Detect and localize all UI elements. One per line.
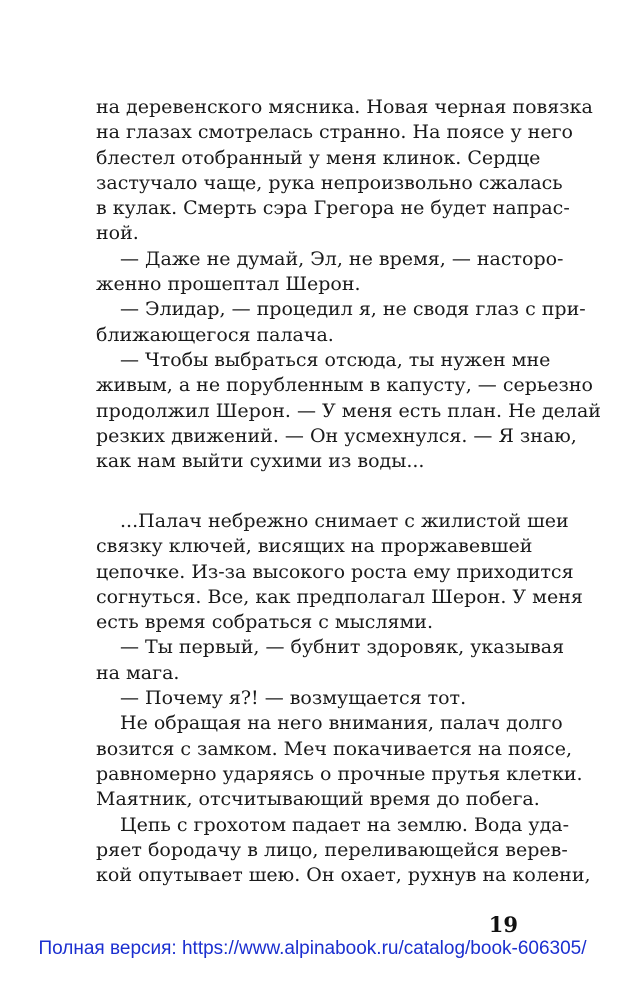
text-line: на деревенского мясника. Новая черная повязка [96, 96, 593, 118]
text-line: Маятник, отсчитывающий время до побега. [96, 788, 540, 811]
text-line: Цепь с грохотом падает на землю. Вода уда- [120, 813, 570, 836]
text-line: на мага. [96, 661, 180, 684]
text-line: ближающегося палача. [96, 323, 334, 346]
text-line: продолжил Шерон. — У меня есть план. Не делай [96, 399, 601, 422]
text-line: согнуться. Все, как предполагал Шерон. У меня [96, 585, 583, 608]
text-line: кой опутывает шею. Он охает, рухнув на колени, [96, 864, 591, 887]
text-line: ряет бородачу в лицо, переливающейся верев- [96, 838, 568, 861]
text-line: — Чтобы выбраться отсюда, ты нужен мне [120, 348, 551, 371]
text-line: есть время собраться с мыслями. [96, 611, 433, 634]
text-line: возится с замком. Меч покачивается на поясе, [96, 737, 572, 760]
page-number: 19 [488, 912, 518, 937]
text-section-1 [96, 95, 601, 474]
text-line: застучало чаще, рука непроизвольно сжалась [96, 171, 563, 194]
text-line: живым, а не порубленным в капусту, — серьезно [96, 374, 593, 397]
text-line: — Почему я?! — возмущается тот. [120, 687, 467, 710]
text-line: ...Палач небрежно снимает с жилистой шеи [120, 510, 569, 532]
full-version-link[interactable]: Полная версия: https://www.alpinabook.ru/catalog/book-606305/ [38, 938, 587, 959]
text-line: равномерно ударяясь о прочные прутья клетки. [96, 762, 583, 785]
text-line: ной. [96, 222, 139, 245]
text-line: как нам выйти сухими из воды... [96, 450, 425, 473]
text-section-2 [96, 509, 591, 888]
text-line: Не обращая на него внимания, палач долго [120, 712, 563, 735]
text-line: — Элидар, — процедил я, не сводя глаз с при- [120, 298, 586, 321]
text-line: на глазах смотрелась странно. На поясе у него [96, 121, 573, 144]
text-line: — Ты первый, — бубнит здоровяк, указывая [120, 636, 565, 659]
text-line: связку ключей, висящих на проржавевшей [96, 535, 533, 558]
text-line: — Даже не думай, Эл, не время, — насторо- [120, 247, 564, 270]
text-line: женно прошептал Шерон. [96, 273, 361, 296]
text-line: резких движений. — Он усмехнулся. — Я знаю, [96, 424, 577, 447]
text-line: в кулак. Смерть сэра Грегора не будет напрас- [96, 197, 570, 220]
text-line: блестел отобранный у меня клинок. Сердце [96, 146, 541, 169]
text-line: цепочке. Из-за высокого роста ему приходится [96, 560, 574, 583]
